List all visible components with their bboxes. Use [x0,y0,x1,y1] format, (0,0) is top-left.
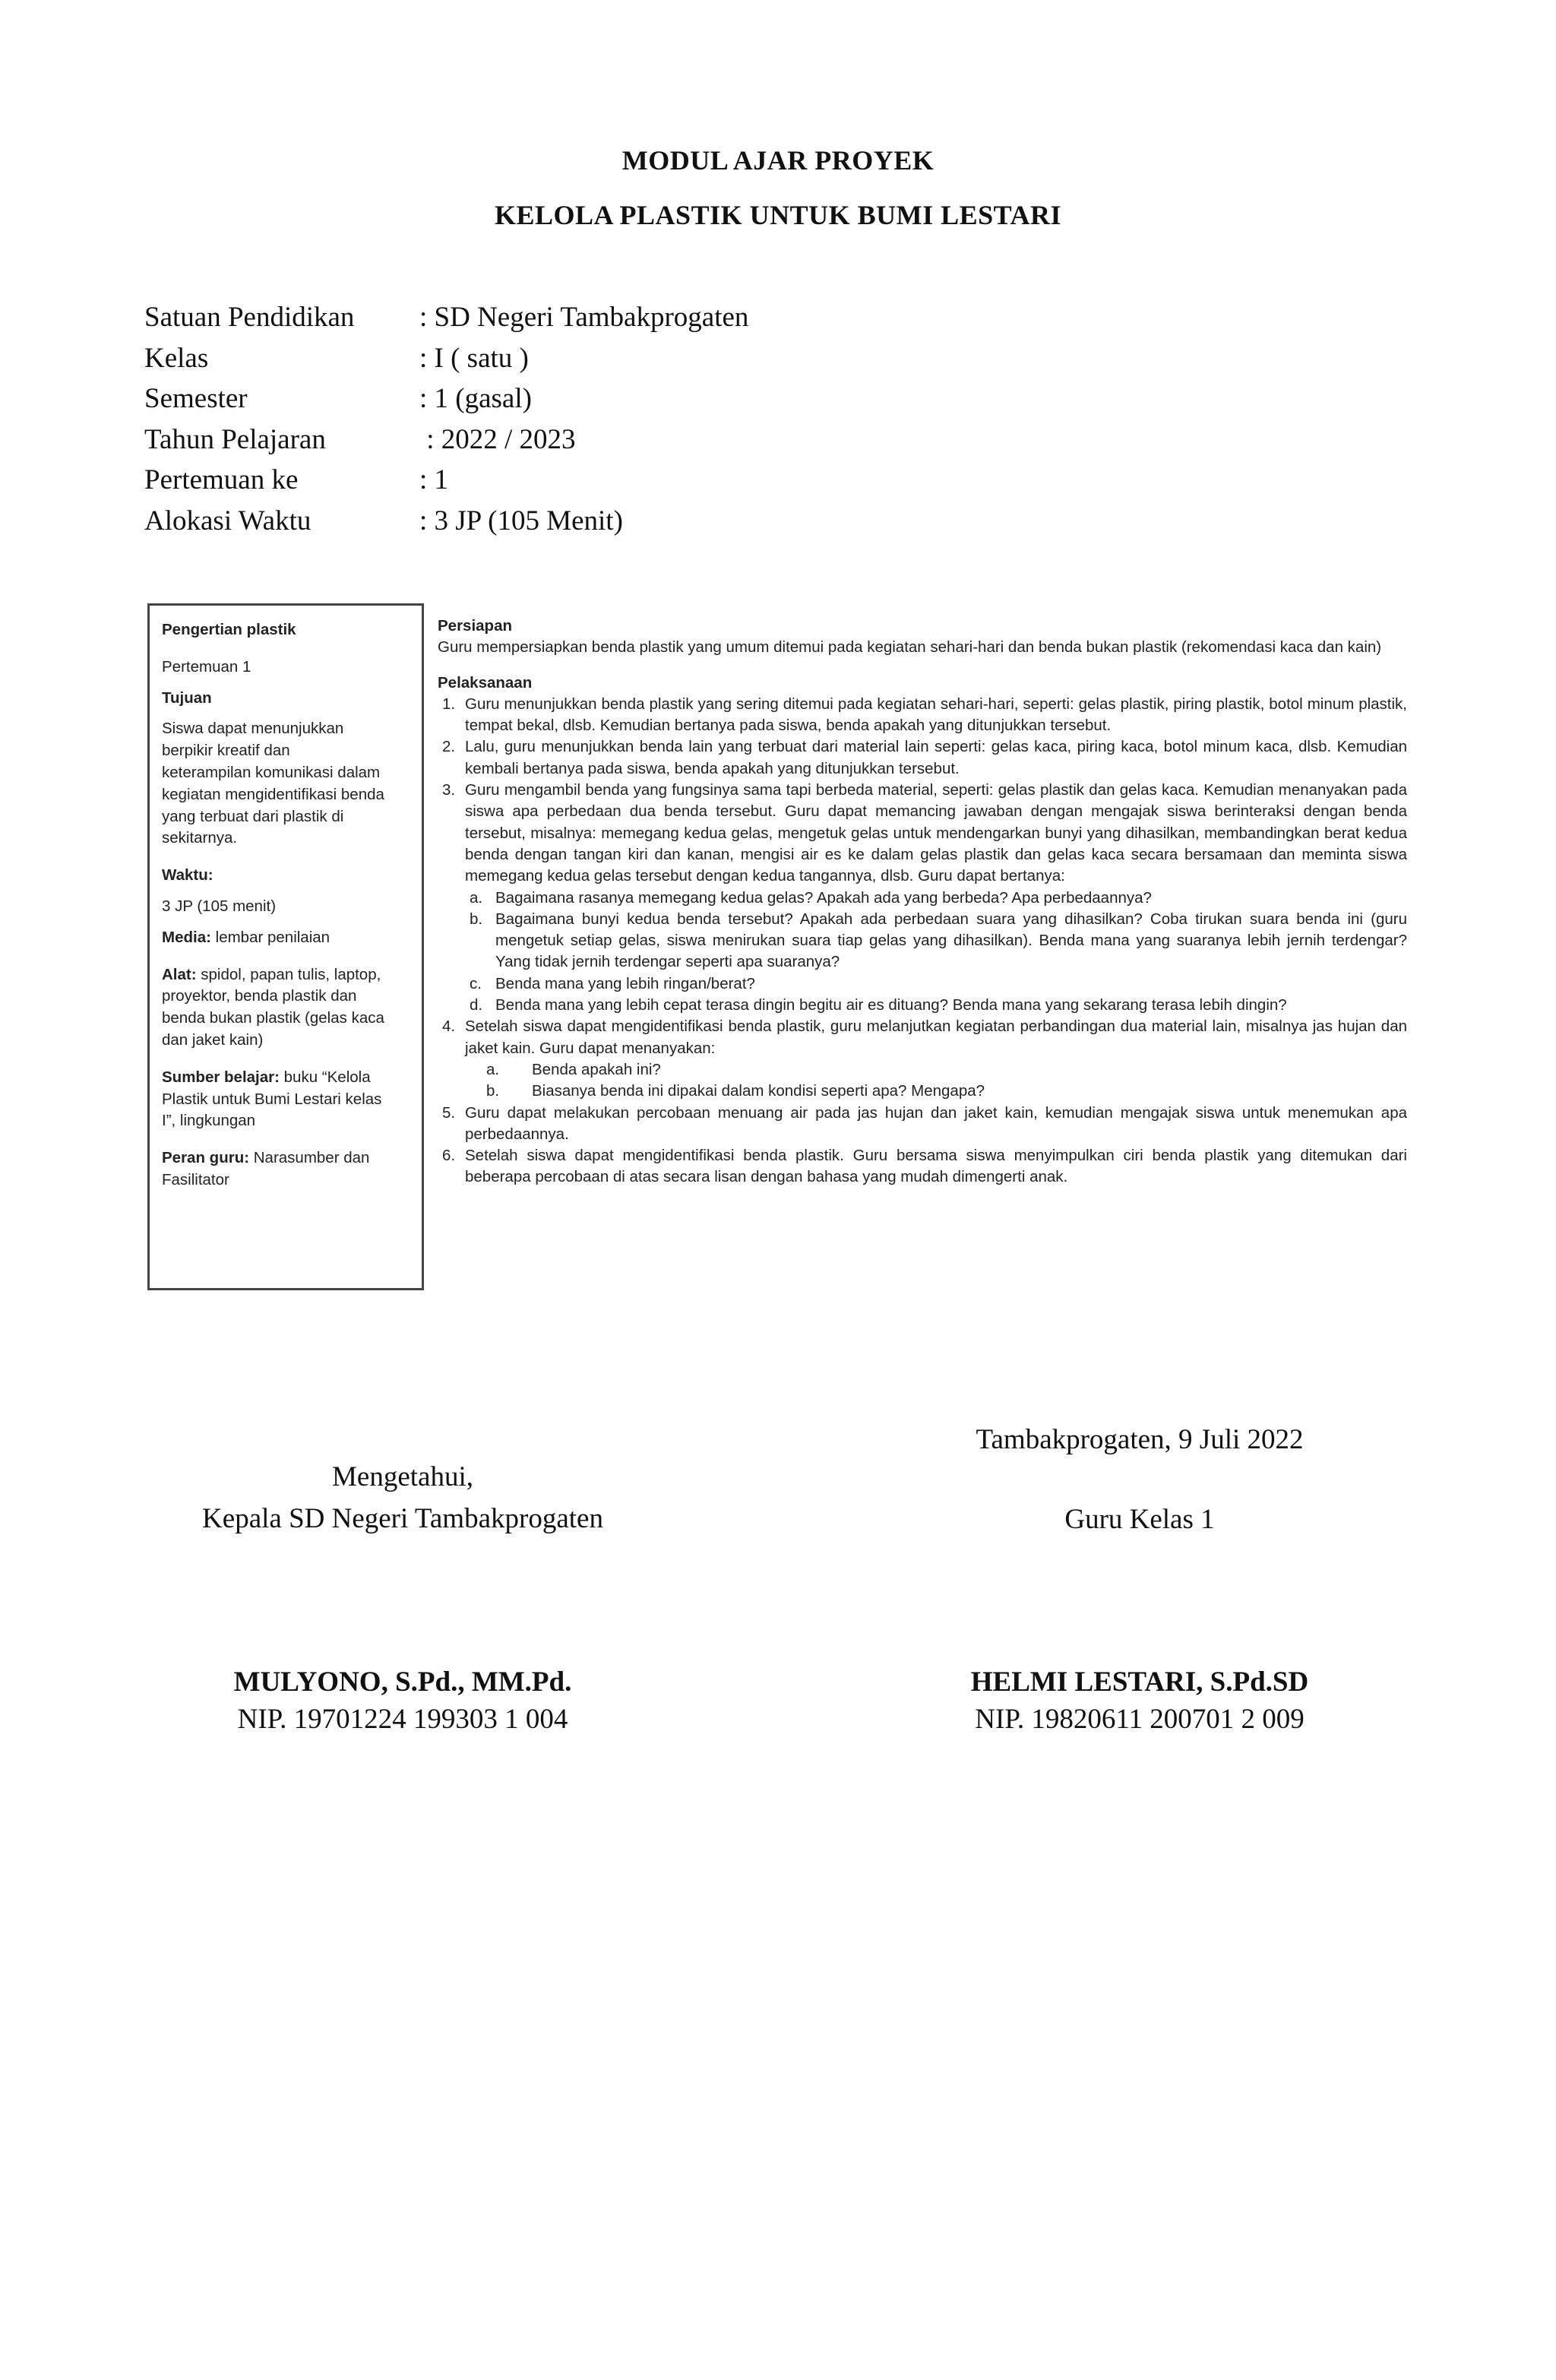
step-item [438,736,1407,780]
question-item [438,1081,1407,1102]
question-text: Benda mana yang lebih cepat terasa dingin begitu air es dituang? Benda mana yang sekarang terasa lebih dingin? [495,996,1287,1014]
question-letter: a. [486,1060,500,1078]
identity-row [144,423,748,464]
identity-table [144,301,748,545]
sidebar-source-heading: Sumber belajar: [162,1068,280,1086]
sidebar-media-value: lembar penilaian [210,928,330,946]
sidebar-role-line: Fasilitator [162,1170,229,1188]
sidebar-role-heading: Peran guru: [162,1149,250,1167]
sidebar-tools-line: benda bukan plastik (gelas kaca [162,1009,384,1027]
question-text: Benda mana yang lebih ringan/berat? [495,974,755,992]
step-item [438,1145,1407,1188]
identity-value: : 1 [419,464,449,495]
document-title: MODUL AJAR PROYEK [621,145,935,176]
step-text: Setelah siswa dapat mengidentifikasi benda plastik, guru melanjutkan kegiatan perbandingan dua material lain, misalnya jas hujan dan jaket kain. Guru dapat menanyakan: [465,1018,1407,1057]
sidebar-media-heading: Media: [162,928,211,946]
sidebar-source-line: Plastik untuk Bumi Lestari kelas [162,1090,382,1108]
question-letter: b. [470,910,483,928]
step-item [438,1103,1407,1146]
question-item [438,888,1407,909]
prep-text: Guru mempersiapkan benda plastik yang umum ditemui pada kegiatan sehari-hari dan benda bukan plastik (rekomendasi kaca dan kain) [438,638,1382,657]
identity-value: : I ( satu ) [419,342,529,374]
sidebar-tools-line: proyektor, benda plastik dan [162,987,357,1005]
question-text: Bagaimana rasanya memegang kedua gelas? Apakah ada yang berbeda? Apa perbedaannya? [495,888,1152,907]
identity-row [144,382,748,423]
step-number: 1. [442,695,456,713]
question-letter: a. [470,888,483,907]
identity-label: Kelas [144,342,209,374]
teacher-role: Guru Kelas 1 [1064,1504,1215,1535]
principal-signature-block [114,1461,691,1544]
principal-nip: NIP. 19701224 199303 1 004 [237,1704,568,1735]
sidebar-goal-line: sekitarnya. [162,829,238,847]
question-item [438,1059,1407,1081]
sidebar-time-heading: Waktu: [162,866,213,885]
sidebar-goal-heading: Tujuan [162,688,212,707]
step-text: Lalu, guru menunjukkan benda lain yang terbuat dari material lain seperti: gelas kaca, piring kaca, botol minum kaca, dlsb. Kemudian kembali bertanya pada siswa, benda apakah yang ditunjukkan tersebut. [465,738,1407,777]
identity-label: Satuan Pendidikan [144,302,355,333]
question-letter: d. [470,996,483,1014]
teacher-name: HELMI LESTARI, S.Pd.SD [970,1666,1309,1698]
identity-label: Semester [144,383,248,414]
activity-column [438,616,1407,1188]
sidebar-goal-line: berpikir kreatif dan [162,742,290,760]
sidebar-time-value: 3 JP (105 menit) [162,897,277,915]
teacher-name-block [904,1666,1375,1745]
identity-label: Tahun Pelajaran [144,423,326,455]
scanned-activity-table [147,603,1409,1295]
sidebar-goal-line: Siswa dapat menunjukkan [162,720,344,738]
place-date-text: Tambakprogaten, 9 Juli 2022 [976,1424,1304,1455]
impl-heading: Pelaksanaan [438,673,533,692]
sidebar-role-line: Narasumber dan [249,1149,370,1167]
question-text: Bagaimana bunyi kedua benda tersebut? Apakah ada perbedaan suara yang dihasilkan? Coba tirukan suara benda ini (guru mengetuk setiap gelas, siswa menirukan suara tiap gelas yang dihasilkan). Benda mana yang suaranya lebih jernih terdengar? Yang tidak jernih terdengar seperti apa suaranya? [495,910,1407,971]
question-item [438,909,1407,973]
step-text: Guru menunjukkan benda plastik yang sering ditemui pada kegiatan sehari-hari, seperti: gelas plastik, piring plastik, botol minum plastik, tempat bekal, dlsb. Kemudian bertanya pada siswa, benda apakah yang ditunjukkan tersebut. [465,695,1407,735]
step-number: 2. [442,738,456,756]
question-letter: c. [470,974,482,992]
step-item [438,780,1407,887]
sidebar-goal-line: kegiatan mengidentifikasi benda [162,785,384,803]
step-text: Guru mengambil benda yang fungsinya sama tapi berbeda material, seperti: gelas plastik dan gelas kaca. Kemudian menanyakan pada siswa apa perbedaan dua benda tersebut. Guru dapat memancing jawaban dengan mengajak siswa berinteraksi dengan benda tersebut, misalnya: memegang kedua gelas, mengetuk gelas untuk mendengarkan bunyi yang dihasilkan, membandingkan berat kedua benda dengan tangan kiri dan kanan, mengisi air es ke dalam gelas plastik dan gelas kaca secara bersamaan dan meminta siswa memegang kedua gelas tersebut dengan kedua tangannya, dlsb. Guru dapat bertanya: [465,781,1407,885]
sidebar-topic: Pengertian plastik [162,621,296,638]
question-item [438,973,1407,995]
step-number: 5. [442,1103,456,1122]
sidebar-tools-line: spidol, papan tulis, laptop, [196,965,381,983]
prep-heading: Persiapan [438,617,512,635]
step-text: Setelah siswa dapat mengidentifikasi benda plastik. Guru bersama siswa menyimpulkan ciri benda plastik yang ditemukan dari beberapa percobaan di atas secara lisan dengan bahasa yang mudah dimengerti anak. [465,1147,1407,1186]
sidebar-source-line: buku “Kelola [279,1068,371,1086]
step-number: 6. [442,1147,456,1165]
question-text: Biasanya benda ini dipakai dalam kondisi seperti apa? Mengapa? [532,1082,985,1100]
step-text: Guru dapat melakukan percobaan menuang air pada jas hujan dan jaket kain, kemudian mengajak siswa untuk menemukan apa perbedaannya. [465,1103,1407,1143]
teacher-nip: NIP. 19820611 200701 2 009 [975,1704,1305,1735]
identity-value: : 1 (gasal) [419,383,532,414]
question-letter: b. [486,1082,500,1100]
identity-label: Pertemuan ke [144,464,299,495]
identity-row [144,301,748,342]
document-subtitle: KELOLA PLASTIK UNTUK BUMI LESTARI [495,200,1061,230]
step-number: 3. [442,781,456,799]
sidebar-source-line: I”, lingkungan [162,1112,256,1130]
question-text: Benda apakah ini? [532,1060,661,1078]
principal-name-block [114,1666,691,1745]
step-item [438,694,1407,737]
sidebar-tools-heading: Alat: [162,965,197,983]
sidebar-goal-line: yang terbuat dari plastik di [162,807,344,825]
principal-name: MULYONO, S.Pd., MM.Pd. [233,1666,572,1698]
identity-value: : SD Negeri Tambakprogaten [419,302,749,333]
identity-row [144,342,748,383]
principal-role: Kepala SD Negeri Tambakprogaten [202,1503,603,1534]
question-item [438,995,1407,1016]
identity-row [144,464,748,505]
identity-row [144,505,748,546]
sidebar-goal-line: keterampilan komunikasi dalam [162,763,381,781]
sidebar-box [147,603,424,1290]
teacher-signature-block [904,1503,1375,1545]
step-item [438,1016,1407,1059]
sidebar-meeting: Pertemuan 1 [162,657,251,676]
identity-value: : 3 JP (105 Menit) [419,505,623,536]
acknowledged-label: Mengetahui, [332,1461,473,1492]
identity-value: : 2022 / 2023 [419,423,576,455]
place-date [904,1423,1375,1465]
sidebar-tools-line: dan jaket kain) [162,1030,264,1049]
step-number: 4. [442,1018,456,1036]
identity-label: Alokasi Waktu [144,505,312,536]
